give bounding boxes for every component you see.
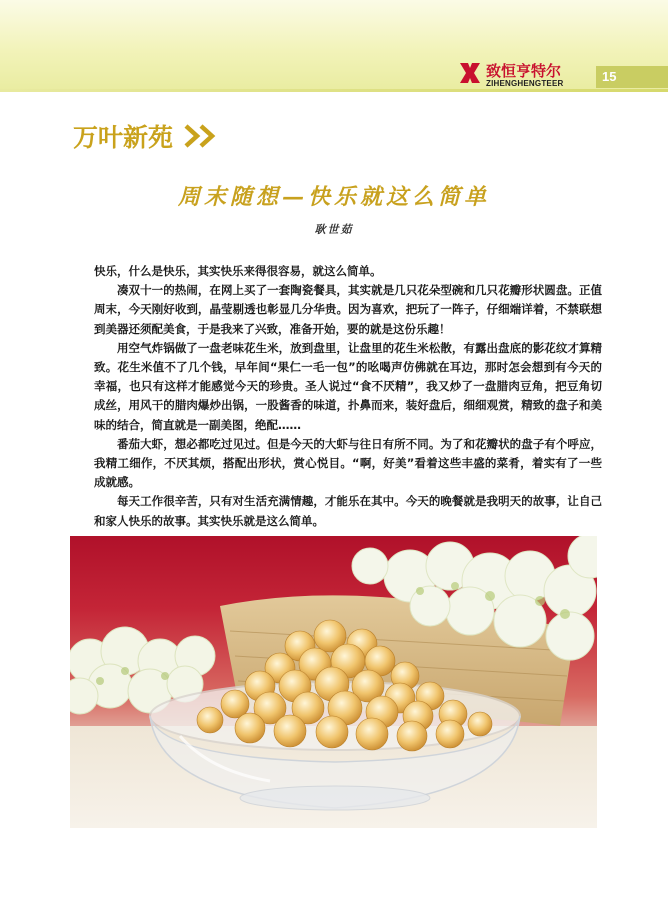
popcorn-photo bbox=[70, 536, 597, 828]
article-body bbox=[94, 262, 602, 531]
section-title-text: 万叶新苑 bbox=[73, 123, 174, 152]
article-title: 周末随想—快乐就这么简单 bbox=[177, 184, 490, 210]
page-number-box bbox=[596, 66, 668, 88]
brand-name-en: ZIHENGHENGTEER bbox=[486, 79, 564, 88]
article-author: 耿世茹 bbox=[314, 223, 354, 236]
page-number: 15 bbox=[602, 69, 617, 84]
paragraph: 凑双十一的热闹，在网上买了一套陶瓷餐具，其实就是几只花朵型碗和几只花瓣形状圆盘。正值周末，今天刚好收到，晶莹剔透也彰显几分华贵。因为喜欢，把玩了一阵子，仔细端详着，不禁联想到美器还须配美食，于是我来了兴致，准备开始，要的就是这份乐趣！ bbox=[94, 283, 602, 336]
paragraph: 快乐，什么是快乐，其实快乐来得很容易，就这么简单。 bbox=[94, 264, 382, 278]
paragraph: 用空气炸锅做了一盘老味花生米，放到盘里，让盘里的花生米松散，有露出盘底的影花纹才算精致。花生米值不了几个钱，早年间“果仁一毛一包”的吆喝声仿佛就在耳边，那时怎会想到有今天的幸福，也只有这样才能感觉今天的珍贵。圣人说过“食不厌精”，我又炒了一盘腊肉豆角，把豆角切成丝，用风干的腊肉爆炒出锅，一股酱香的味道，扑鼻而来，装好盘后，细细观赏，精致的盘子和美味的结合，简直就是一副美图，绝配…… bbox=[94, 340, 602, 432]
brand-logo-icon bbox=[459, 62, 481, 84]
paragraph: 每天工作很辛苦，只有对生活充满情趣，才能乐在其中。今天的晚餐就是我明天的故事，让自己和家人快乐的故事。其实快乐就是这么简单。 bbox=[94, 494, 602, 528]
brand-name-cn: 致恒亨特尔 bbox=[486, 62, 562, 80]
double-chevron-right-icon bbox=[184, 124, 218, 148]
brand-logo bbox=[459, 60, 594, 92]
popcorn-bowl-illustration bbox=[70, 536, 597, 828]
section-title bbox=[73, 118, 218, 152]
paragraph: 番茄大虾，想必都吃过见过。但是今天的大虾与往日有所不同。为了和花瓣状的盘子有个呼应，我精工细作，不厌其烦，搭配出形状，赏心悦目。“啊，好美”看着这些丰盛的菜肴，着实有了一些成就感。 bbox=[94, 436, 602, 490]
